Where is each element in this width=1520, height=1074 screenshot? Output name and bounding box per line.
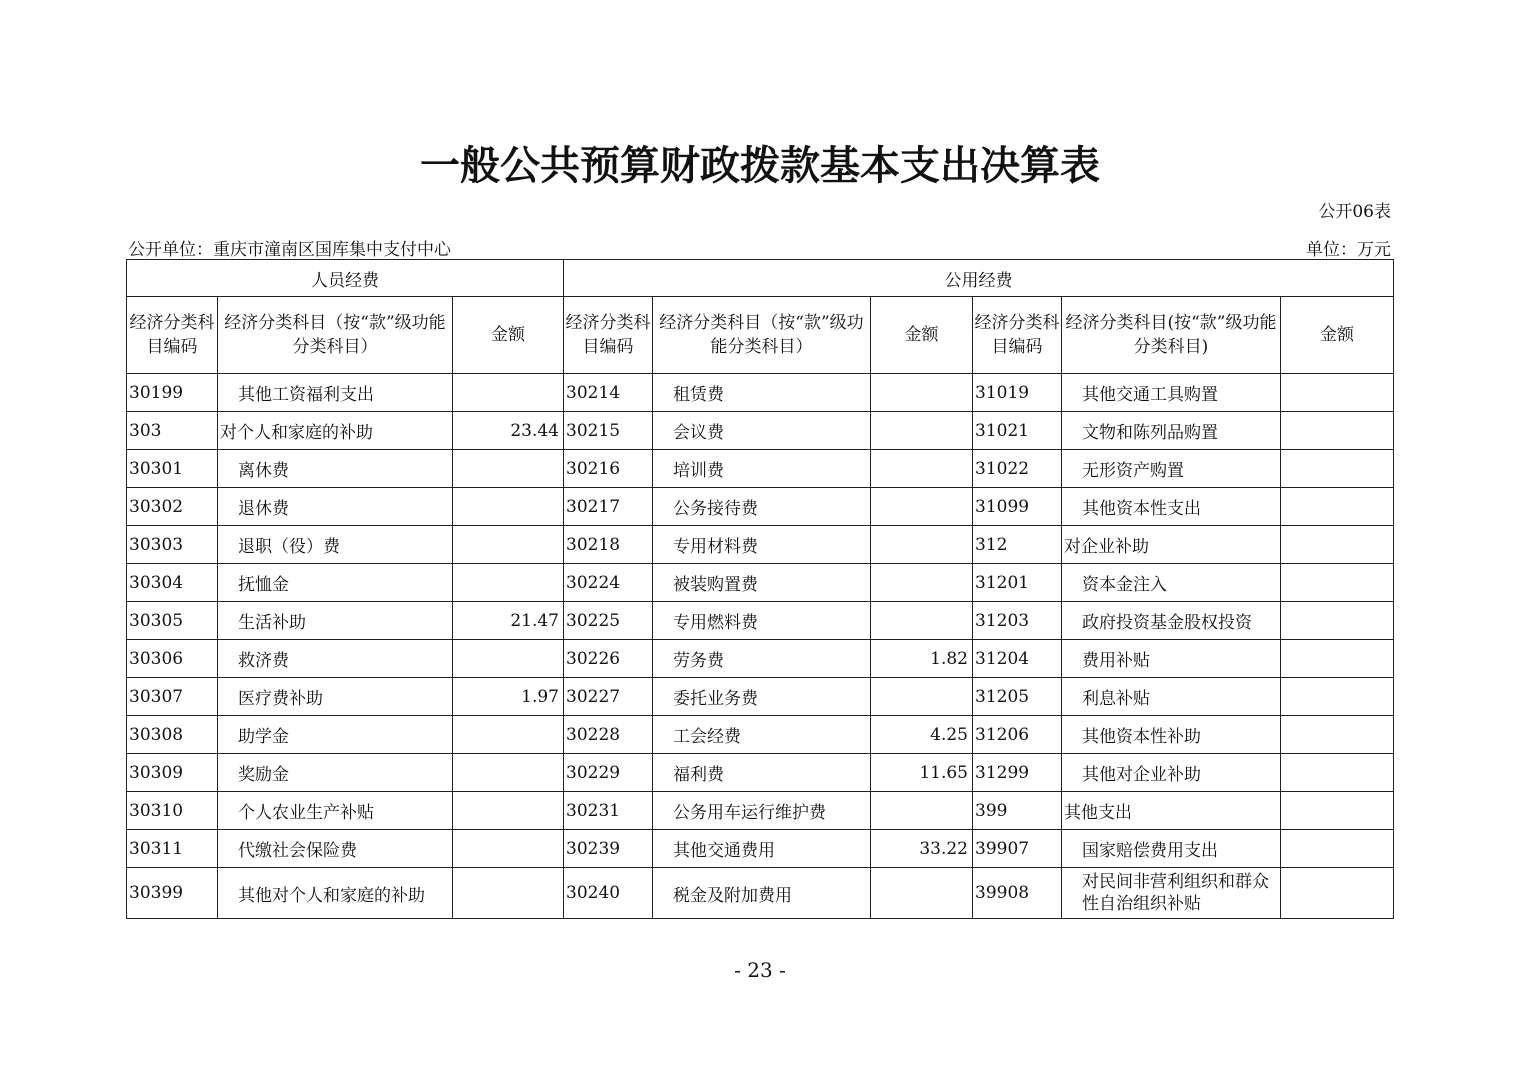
amount-cell [871, 564, 973, 602]
amount-cell [1281, 526, 1394, 564]
amount-cell [1281, 868, 1394, 919]
name-cell: 公务用车运行维护费 [653, 792, 871, 830]
code-cell: 30199 [127, 374, 218, 412]
amount-cell [453, 792, 564, 830]
table-row [127, 678, 1394, 716]
code-cell: 31299 [973, 754, 1062, 792]
name-cell: 国家赔偿费用支出 [1062, 830, 1281, 868]
amount-cell [871, 412, 973, 450]
name-cell: 其他工资福利支出 [218, 374, 453, 412]
name-cell: 资本金注入 [1062, 564, 1281, 602]
amount-cell: 1.82 [871, 640, 973, 678]
code-cell: 30305 [127, 602, 218, 640]
amount-cell [1281, 640, 1394, 678]
name-cell: 代缴社会保险费 [218, 830, 453, 868]
table-row [127, 412, 1394, 450]
code-cell: 30216 [564, 450, 653, 488]
code-cell: 30303 [127, 526, 218, 564]
table-row [127, 450, 1394, 488]
name-cell: 离休费 [218, 450, 453, 488]
code-cell: 30224 [564, 564, 653, 602]
table-row [127, 868, 1394, 919]
code-cell: 303 [127, 412, 218, 450]
code-cell: 30214 [564, 374, 653, 412]
name-cell: 工会经费 [653, 716, 871, 754]
header-amount-2: 金额 [871, 297, 973, 374]
name-cell: 个人农业生产补贴 [218, 792, 453, 830]
code-cell: 30310 [127, 792, 218, 830]
amount-cell [871, 526, 973, 564]
code-cell: 30215 [564, 412, 653, 450]
amount-cell: 33.22 [871, 830, 973, 868]
header-name-2: 经济分类科目（按“款”级功能分类科目） [653, 297, 871, 374]
header-name-1: 经济分类科目（按“款”级功能分类科目） [218, 297, 453, 374]
name-cell: 会议费 [653, 412, 871, 450]
amount-cell [453, 754, 564, 792]
name-cell: 其他对企业补助 [1062, 754, 1281, 792]
name-cell: 其他交通工具购置 [1062, 374, 1281, 412]
code-cell: 31204 [973, 640, 1062, 678]
amount-cell [871, 792, 973, 830]
table-row [127, 526, 1394, 564]
name-cell: 生活补助 [218, 602, 453, 640]
code-cell: 30227 [564, 678, 653, 716]
header-amount-1: 金额 [453, 297, 564, 374]
name-cell: 医疗费补助 [218, 678, 453, 716]
code-cell: 30307 [127, 678, 218, 716]
amount-cell [1281, 564, 1394, 602]
currency-unit: 单位：万元 [1306, 240, 1391, 260]
amount-cell [453, 564, 564, 602]
name-cell: 福利费 [653, 754, 871, 792]
amount-cell [1281, 602, 1394, 640]
code-cell: 30226 [564, 640, 653, 678]
name-cell: 对个人和家庭的补助 [218, 412, 453, 450]
amount-cell [453, 526, 564, 564]
code-cell: 31019 [973, 374, 1062, 412]
name-cell: 专用材料费 [653, 526, 871, 564]
reporting-unit: 公开单位：重庆市潼南区国库集中支付中心 [128, 240, 451, 260]
name-cell: 劳务费 [653, 640, 871, 678]
amount-cell [453, 488, 564, 526]
table-row [127, 716, 1394, 754]
amount-cell [871, 374, 973, 412]
name-cell: 委托业务费 [653, 678, 871, 716]
expenditure-table [126, 259, 1394, 919]
code-cell: 30309 [127, 754, 218, 792]
table-row [127, 640, 1394, 678]
code-cell: 31205 [973, 678, 1062, 716]
amount-cell [453, 374, 564, 412]
amount-cell: 21.47 [453, 602, 564, 640]
header-code-1: 经济分类科目编码 [127, 297, 218, 374]
amount-cell [453, 830, 564, 868]
name-cell: 费用补贴 [1062, 640, 1281, 678]
code-cell: 30301 [127, 450, 218, 488]
name-cell: 其他支出 [1062, 792, 1281, 830]
header-name-3: 经济分类科目(按“款”级功能分类科目) [1062, 297, 1281, 374]
header-amount-3: 金额 [1281, 297, 1394, 374]
name-cell: 抚恤金 [218, 564, 453, 602]
code-cell: 30302 [127, 488, 218, 526]
amount-cell [453, 450, 564, 488]
code-cell: 30311 [127, 830, 218, 868]
amount-cell [453, 868, 564, 919]
header-code-3: 经济分类科目编码 [973, 297, 1062, 374]
code-cell: 39908 [973, 868, 1062, 919]
header-code-2: 经济分类科目编码 [564, 297, 653, 374]
name-cell: 对企业补助 [1062, 526, 1281, 564]
code-cell: 30218 [564, 526, 653, 564]
table-row [127, 754, 1394, 792]
amount-cell [871, 602, 973, 640]
code-cell: 30306 [127, 640, 218, 678]
table-row [127, 602, 1394, 640]
amount-cell [1281, 412, 1394, 450]
amount-cell: 1.97 [453, 678, 564, 716]
amount-cell [1281, 678, 1394, 716]
name-cell: 其他对个人和家庭的补助 [218, 868, 453, 919]
amount-cell [1281, 488, 1394, 526]
amount-cell [871, 450, 973, 488]
code-cell: 30225 [564, 602, 653, 640]
code-cell: 30240 [564, 868, 653, 919]
code-cell: 31206 [973, 716, 1062, 754]
name-cell: 文物和陈列品购置 [1062, 412, 1281, 450]
amount-cell: 23.44 [453, 412, 564, 450]
page-number: - 23 - [734, 958, 786, 982]
code-cell: 30229 [564, 754, 653, 792]
name-cell: 税金及附加费用 [653, 868, 871, 919]
form-number: 公开06表 [1318, 202, 1391, 222]
name-cell: 公务接待费 [653, 488, 871, 526]
group-header-public: 公用经费 [564, 260, 1394, 297]
name-cell: 助学金 [218, 716, 453, 754]
code-cell: 30399 [127, 868, 218, 919]
code-cell: 30308 [127, 716, 218, 754]
table-row [127, 564, 1394, 602]
code-cell: 399 [973, 792, 1062, 830]
amount-cell [1281, 754, 1394, 792]
code-cell: 30239 [564, 830, 653, 868]
name-cell: 专用燃料费 [653, 602, 871, 640]
code-cell: 31021 [973, 412, 1062, 450]
table-row [127, 374, 1394, 412]
name-cell: 政府投资基金股权投资 [1062, 602, 1281, 640]
name-cell: 退职（役）费 [218, 526, 453, 564]
name-cell: 奖励金 [218, 754, 453, 792]
code-cell: 31022 [973, 450, 1062, 488]
amount-cell [1281, 374, 1394, 412]
name-cell: 利息补贴 [1062, 678, 1281, 716]
amount-cell [1281, 792, 1394, 830]
name-cell: 租赁费 [653, 374, 871, 412]
code-cell: 30217 [564, 488, 653, 526]
name-cell: 被装购置费 [653, 564, 871, 602]
code-cell: 30231 [564, 792, 653, 830]
amount-cell [453, 640, 564, 678]
table-row [127, 792, 1394, 830]
amount-cell [1281, 830, 1394, 868]
name-cell: 退休费 [218, 488, 453, 526]
name-cell: 其他交通费用 [653, 830, 871, 868]
amount-cell: 4.25 [871, 716, 973, 754]
page-title: 一般公共预算财政拨款基本支出决算表 [420, 143, 1100, 189]
amount-cell [871, 868, 973, 919]
amount-cell [1281, 450, 1394, 488]
name-cell: 其他资本性补助 [1062, 716, 1281, 754]
code-cell: 31201 [973, 564, 1062, 602]
name-cell: 其他资本性支出 [1062, 488, 1281, 526]
code-cell: 39907 [973, 830, 1062, 868]
amount-cell [871, 678, 973, 716]
group-header-personnel: 人员经费 [127, 260, 564, 297]
code-cell: 31203 [973, 602, 1062, 640]
table-row [127, 488, 1394, 526]
amount-cell: 11.65 [871, 754, 973, 792]
name-cell: 对民间非营利组织和群众性自治组织补贴 [1062, 868, 1281, 919]
name-cell: 无形资产购置 [1062, 450, 1281, 488]
amount-cell [1281, 716, 1394, 754]
code-cell: 30304 [127, 564, 218, 602]
amount-cell [871, 488, 973, 526]
name-cell: 救济费 [218, 640, 453, 678]
code-cell: 312 [973, 526, 1062, 564]
amount-cell [453, 716, 564, 754]
name-cell: 培训费 [653, 450, 871, 488]
code-cell: 31099 [973, 488, 1062, 526]
table-row [127, 830, 1394, 868]
code-cell: 30228 [564, 716, 653, 754]
